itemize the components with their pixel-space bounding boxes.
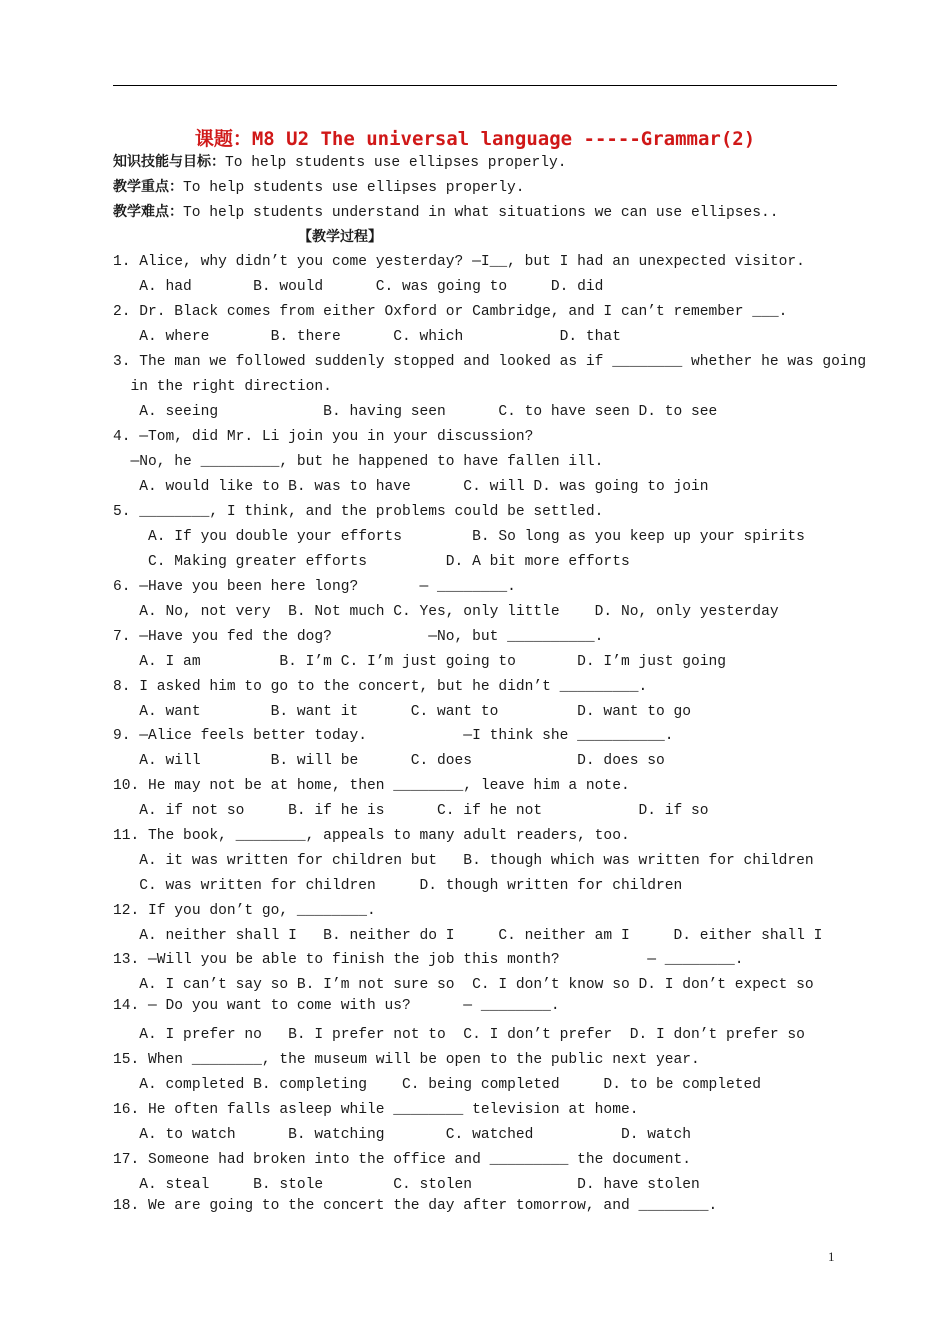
objective-line: [113, 153, 567, 172]
options-line: A. want B. want it C. want to D. want to go: [113, 704, 692, 720]
options-line: A. steal B. stole C. stolen D. have stolen: [113, 1177, 700, 1193]
question-line: 9. —Alice feels better today. —I think she __________.: [113, 728, 674, 744]
options-line: A. seeing B. having seen C. to have seen D. to see: [113, 404, 718, 420]
question-line: 12. If you don’t go, ________.: [113, 903, 376, 919]
options-line: A. I am B. I’m C. I’m just going to D. I’m just going: [113, 654, 727, 670]
options-line: A. No, not very B. Not much C. Yes, only little D. No, only yesterday: [113, 604, 779, 620]
question-line: 18. We are going to the concert the day after tomorrow, and ________.: [113, 1198, 718, 1214]
key-point-text: To help students use ellipses properly.: [183, 180, 525, 196]
question-line: 14. — Do you want to come with us? — ________.: [113, 998, 560, 1014]
objective-text: To help students use ellipses properly.: [225, 155, 567, 171]
question-line: 4. —Tom, did Mr. Li join you in your discussion?: [113, 429, 534, 445]
options-line: A. I prefer no B. I prefer not to C. I don’t prefer D. I don’t prefer so: [113, 1027, 805, 1043]
question-line: 5. ________, I think, and the problems could be settled.: [113, 504, 604, 520]
difficulty-text: To help students understand in what situations we can use ellipses..: [183, 205, 779, 221]
key-point-label: 教学重点：: [113, 179, 183, 195]
options-line: C. Making greater efforts D. A bit more efforts: [113, 554, 630, 570]
question-line: 7. —Have you fed the dog? —No, but __________.: [113, 629, 604, 645]
question-line: 13. —Will you be able to finish the job this month? — ________.: [113, 952, 744, 968]
options-line: A. had B. would C. was going to D. did: [113, 279, 604, 295]
question-line: 3. The man we followed suddenly stopped and looked as if ________ whether he was going: [113, 354, 867, 370]
question-line: 15. When ________, the museum will be open to the public next year.: [113, 1052, 700, 1068]
difficulty-line: [113, 203, 779, 222]
question-line: 16. He often falls asleep while ________ television at home.: [113, 1102, 639, 1118]
options-line: C. was written for children D. though written for children: [113, 878, 683, 894]
options-line: A. I can’t say so B. I’m not sure so C. I don’t know so D. I don’t expect so: [113, 977, 814, 993]
options-line: A. would like to B. was to have C. will D. was going to join: [113, 479, 709, 495]
question-line: 11. The book, ________, appeals to many adult readers, too.: [113, 828, 630, 844]
options-line: A. If you double your efforts B. So long as you keep up your spirits: [113, 529, 805, 545]
options-line: A. where B. there C. which D. that: [113, 329, 621, 345]
options-line: A. will B. will be C. does D. does so: [113, 753, 665, 769]
question-line: —No, he _________, but he happened to have fallen ill.: [113, 454, 604, 470]
options-line: A. it was written for children but B. though which was written for children: [113, 853, 814, 869]
difficulty-label: 教学难点：: [113, 204, 183, 220]
options-line: A. neither shall I B. neither do I C. neither am I D. either shall I: [113, 928, 823, 944]
question-line: 2. Dr. Black comes from either Oxford or Cambridge, and I can’t remember ___.: [113, 304, 788, 320]
objective-label: 知识技能与目标：: [113, 154, 225, 170]
key-point-line: [113, 178, 525, 197]
question-line: 17. Someone had broken into the office and _________ the document.: [113, 1152, 692, 1168]
question-line: 8. I asked him to go to the concert, but he didn’t _________.: [113, 679, 648, 695]
question-line: 10. He may not be at home, then ________, leave him a note.: [113, 778, 630, 794]
page-title: 课题：M8 U2 The universal language -----Grammar(2): [194, 128, 756, 150]
options-line: A. if not so B. if he is C. if he not D. if so: [113, 803, 709, 819]
options-line: A. to watch B. watching C. watched D. watch: [113, 1127, 692, 1143]
question-line: in the right direction.: [113, 379, 332, 395]
page-number: 1: [828, 1249, 835, 1264]
process-heading: 【教学过程】: [298, 229, 382, 245]
question-line: 6. —Have you been here long? — ________.: [113, 579, 516, 595]
header-rule: [113, 85, 837, 86]
question-line: 1. Alice, why didn’t you come yesterday? —I__, but I had an unexpected visitor.: [113, 254, 805, 270]
options-line: A. completed B. completing C. being completed D. to be completed: [113, 1077, 762, 1093]
